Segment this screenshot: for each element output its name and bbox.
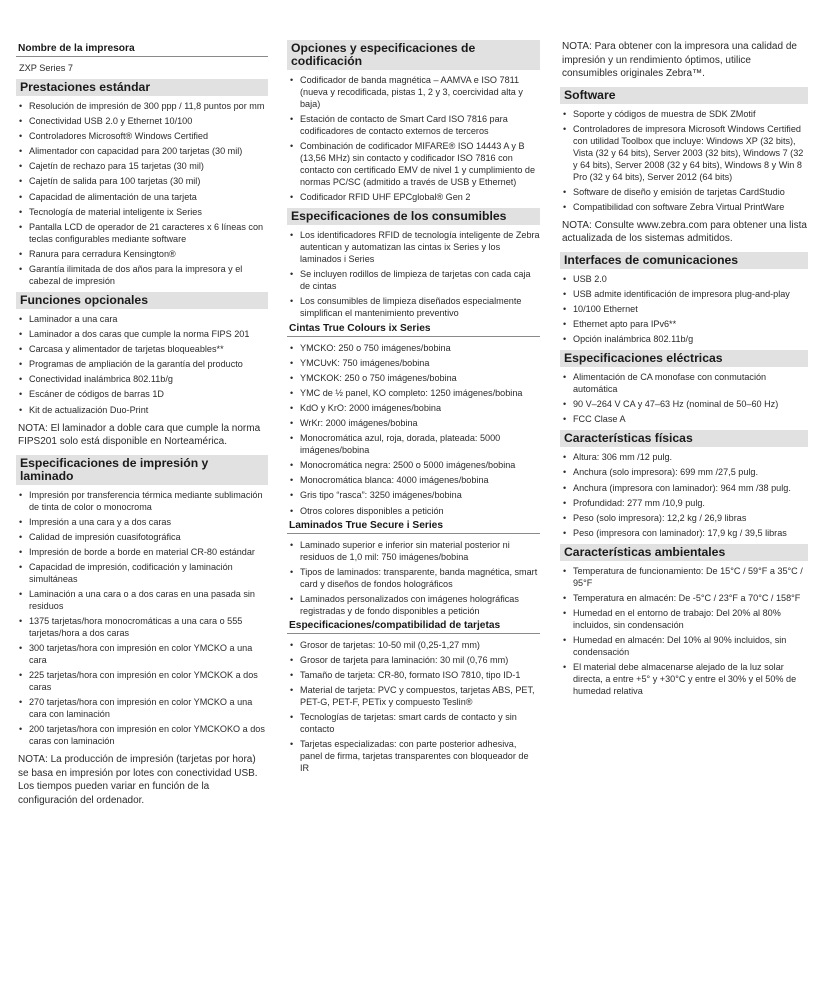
list-item: • Compatibilidad con software Zebra Virtual PrintWare bbox=[563, 201, 808, 213]
list-item: • Programas de ampliación de la garantía del producto bbox=[19, 358, 268, 370]
list-item: • Se incluyen rodillos de limpieza de tarjetas con cada caja de cintas bbox=[290, 268, 540, 292]
environmental-list bbox=[560, 565, 808, 697]
print-specs-list bbox=[16, 489, 268, 748]
cards-heading: Especificaciones/compatibilidad de tarjetas bbox=[287, 620, 540, 634]
list-item: • Grosor de tarjeta para laminación: 30 mil (0,76 mm) bbox=[290, 654, 540, 666]
print-specs-heading: Especificaciones de impresión y laminado bbox=[16, 455, 268, 485]
optional-features-note: NOTA: El laminador a doble cara que cumple la norma FIPS201 solo está disponible en Norteamérica. bbox=[18, 422, 261, 447]
laminates-list bbox=[287, 539, 540, 617]
list-item: • 90 V–264 V CA y 47–63 Hz (nominal de 50–60 Hz) bbox=[563, 398, 808, 410]
software-heading: Software bbox=[560, 87, 808, 104]
list-item: • Software de diseño y emisión de tarjetas CardStudio bbox=[563, 186, 808, 198]
list-item: • Calidad de impresión cuasifotográfica bbox=[19, 531, 268, 543]
optional-features-list bbox=[16, 313, 268, 416]
column-middle bbox=[287, 40, 540, 777]
list-item: • Conectividad inalámbrica 802.11b/g bbox=[19, 373, 268, 385]
list-item: • Monocromática blanca: 4000 imágenes/bobina bbox=[290, 474, 540, 486]
consumables-list bbox=[287, 229, 540, 319]
list-item: • Laminados personalizados con imágenes holográficas registradas y de fondo disponibles a petición bbox=[290, 593, 540, 617]
ribbons-heading: Cintas True Colours ix Series bbox=[287, 323, 540, 337]
list-item: • Anchura (impresora con laminador): 964 mm /38 pulg. bbox=[563, 482, 808, 494]
printer-name-heading: Nombre de la impresora bbox=[16, 43, 268, 57]
standard-features-heading: Prestaciones estándar bbox=[16, 79, 268, 96]
list-item: • Ethernet apto para IPv6** bbox=[563, 318, 808, 330]
list-item: • Tamaño de tarjeta: CR-80, formato ISO 7810, tipo ID-1 bbox=[290, 669, 540, 681]
optional-features-heading: Funciones opcionales bbox=[16, 292, 268, 309]
consumables-heading: Especificaciones de los consumibles bbox=[287, 208, 540, 225]
list-item: • Combinación de codificador MIFARE® ISO 14443 A y B (13,56 MHz) sin contacto y codificador ISO 7816 con contacto con certificado EMV de nivel 1 y cumplimiento de normas PC/SC (admitido a través de USB y Ethernet) bbox=[290, 140, 540, 188]
electrical-list bbox=[560, 371, 808, 425]
list-item: • Alimentador con capacidad para 200 tarjetas (30 mil) bbox=[19, 145, 268, 157]
encoding-list bbox=[287, 74, 540, 203]
ribbons-list bbox=[287, 342, 540, 517]
list-item: • Tarjetas especializadas: con parte posterior adhesiva, panel de firma, tarjetas transparentes con bloqueador de IR bbox=[290, 738, 540, 774]
list-item: • USB 2.0 bbox=[563, 273, 808, 285]
standard-features-list bbox=[16, 100, 268, 287]
list-item: • Monocromática negra: 2500 o 5000 imágenes/bobina bbox=[290, 459, 540, 471]
list-item: • Ranura para cerradura Kensington® bbox=[19, 248, 268, 260]
list-item: • WrKr: 2000 imágenes/bobina bbox=[290, 417, 540, 429]
encoding-heading: Opciones y especificaciones de codificación bbox=[287, 40, 540, 70]
list-item: • Los consumibles de limpieza diseñados especialmente simplifican el mantenimiento preventivo bbox=[290, 295, 540, 319]
list-item: • Altura: 306 mm /12 pulg. bbox=[563, 451, 808, 463]
list-item: • Cajetín de rechazo para 15 tarjetas (30 mil) bbox=[19, 160, 268, 172]
list-item: • Profundidad: 277 mm /10,9 pulg. bbox=[563, 497, 808, 509]
list-item: • Laminador a dos caras que cumple la norma FIPS 201 bbox=[19, 328, 268, 340]
list-item: • Soporte y códigos de muestra de SDK ZMotif bbox=[563, 108, 808, 120]
print-specs-note: NOTA: La producción de impresión (tarjetas por hora) se basa en impresión por lotes con conectividad USB. Los tiempos pueden variar en función de la configuración del ordenador. bbox=[18, 754, 258, 806]
list-item: • Material de tarjeta: PVC y compuestos, tarjetas ABS, PET, PET-G, PET-F, PETix y compuesto Teslin® bbox=[290, 684, 540, 708]
list-item: • Codificador de banda magnética – AAMVA e ISO 7811 (nueva y recodificada, pistas 1, 2 y 3, coercividad alta y baja) bbox=[290, 74, 540, 110]
list-item: • Capacidad de impresión, codificación y laminación simultáneas bbox=[19, 561, 268, 585]
list-item: • Laminador a una cara bbox=[19, 313, 268, 325]
interfaces-heading: Interfaces de comunicaciones bbox=[560, 252, 808, 269]
cards-list bbox=[287, 639, 540, 774]
software-list bbox=[560, 108, 808, 213]
list-item: • Carcasa y alimentador de tarjetas bloqueables** bbox=[19, 343, 268, 355]
list-item: • Impresión por transferencia térmica mediante sublimación de tinta de color o monocroma bbox=[19, 489, 268, 513]
list-item: • Cajetín de salida para 100 tarjetas (30 mil) bbox=[19, 175, 268, 187]
printer-name-value: ZXP Series 7 bbox=[19, 63, 73, 73]
list-item: • Laminación a una cara o a dos caras en una pasada sin residuos bbox=[19, 588, 268, 612]
list-item: • Temperatura de funcionamiento: De 15°C / 59°F a 35°C / 95°F bbox=[563, 565, 808, 589]
list-item: • Laminado superior e inferior sin material posterior ni residuos de 1,0 mil: 750 imágenes/bobina bbox=[290, 539, 540, 563]
list-item: • Gris tipo “rasca”: 3250 imágenes/bobina bbox=[290, 489, 540, 501]
list-item: • Peso (solo impresora): 12,2 kg / 26,9 libras bbox=[563, 512, 808, 524]
list-item: • Los identificadores RFID de tecnología inteligente de Zebra autentican y automatizan las cintas ix Series y los laminados i Series bbox=[290, 229, 540, 265]
list-item: • Impresión a una cara y a dos caras bbox=[19, 516, 268, 528]
list-item: • Temperatura en almacén: De -5°C / 23°F a 70°C / 158°F bbox=[563, 592, 808, 604]
list-item: • YMCKO: 250 o 750 imágenes/bobina bbox=[290, 342, 540, 354]
list-item: • Controladores Microsoft® Windows Certified bbox=[19, 130, 268, 142]
list-item: • YMCKOK: 250 o 750 imágenes/bobina bbox=[290, 372, 540, 384]
list-item: • KdO y KrO: 2000 imágenes/bobina bbox=[290, 402, 540, 414]
list-item: • 1375 tarjetas/hora monocromáticas a una cara o 555 tarjetas/hora a dos caras bbox=[19, 615, 268, 639]
list-item: • Impresión de borde a borde en material CR-80 estándar bbox=[19, 546, 268, 558]
list-item: • YMC de ½ panel, KO completo: 1250 imágenes/bobina bbox=[290, 387, 540, 399]
list-item: • Grosor de tarjetas: 10-50 mil (0,25-1,27 mm) bbox=[290, 639, 540, 651]
list-item: • Controladores de impresora Microsoft Windows Certified con utilidad Toolbox que incluye: Windows XP (32 bits), Vista (32 y 64 bits), Server 2003 (32 bits), Windows 7 (32 y 64 bits), Server 2008 (32 y 64 bits), Windows 8 y Win 8 Pro (32 y 64 bits), Server 2012 (64 bits) bbox=[563, 123, 808, 183]
list-item: • Peso (impresora con laminador): 17,9 kg / 39,5 libras bbox=[563, 527, 808, 539]
list-item: • Garantía ilimitada de dos años para la impresora y el cabezal de impresión bbox=[19, 263, 268, 287]
list-item: • Humedad en almacén: Del 10% al 90% incluidos, sin condensación bbox=[563, 634, 808, 658]
environmental-heading: Características ambientales bbox=[560, 544, 808, 561]
list-item: • Conectividad USB 2.0 y Ethernet 10/100 bbox=[19, 115, 268, 127]
list-item: • 225 tarjetas/hora con impresión en color YMCKOK a dos caras bbox=[19, 669, 268, 693]
column-right bbox=[560, 40, 808, 700]
list-item: • Estación de contacto de Smart Card ISO 7816 para codificadores de contacto externos de terceros bbox=[290, 113, 540, 137]
software-note: NOTA: Consulte www.zebra.com para obtener una lista actualizada de los sistemas admitidos. bbox=[562, 219, 807, 245]
consumables-note: NOTA: Para obtener con la impresora una calidad de impresión y un rendimiento óptimos, utilice consumibles originales Zebra™. bbox=[562, 41, 797, 79]
list-item: • Opción inalámbrica 802.11b/g bbox=[563, 333, 808, 345]
list-item: • Alimentación de CA monofase con conmutación automática bbox=[563, 371, 808, 395]
list-item: • Tipos de laminados: transparente, banda magnética, smart card y diseños de fondos holográficos bbox=[290, 566, 540, 590]
list-item: • Otros colores disponibles a petición bbox=[290, 505, 540, 517]
list-item: • FCC Clase A bbox=[563, 413, 808, 425]
list-item: • Kit de actualización Duo-Print bbox=[19, 404, 268, 416]
list-item: • Escáner de códigos de barras 1D bbox=[19, 388, 268, 400]
list-item: • Codificador RFID UHF EPCglobal® Gen 2 bbox=[290, 191, 540, 203]
list-item: • USB admite identificación de impresora plug-and-play bbox=[563, 288, 808, 300]
laminates-heading: Laminados True Secure i Series bbox=[287, 520, 540, 534]
list-item: • Anchura (solo impresora): 699 mm /27,5 pulg. bbox=[563, 466, 808, 478]
list-item: • El material debe almacenarse alejado de la luz solar directa, a entre +5° y +30°C y entre el 30% y el 50% de humedad relativa bbox=[563, 661, 808, 697]
list-item: • Tecnologías de tarjetas: smart cards de contacto y sin contacto bbox=[290, 711, 540, 735]
list-item: • 270 tarjetas/hora con impresión en color YMCKO a una cara con laminación bbox=[19, 696, 268, 720]
list-item: • Pantalla LCD de operador de 21 caracteres x 6 líneas con teclas configurables mediante software bbox=[19, 221, 268, 245]
list-item: • 300 tarjetas/hora con impresión en color YMCKO a una cara bbox=[19, 642, 268, 666]
list-item: • 10/100 Ethernet bbox=[563, 303, 808, 315]
list-item: • Humedad en el entorno de trabajo: Del 20% al 80% incluidos, sin condensación bbox=[563, 607, 808, 631]
list-item: • YMCUvK: 750 imágenes/bobina bbox=[290, 357, 540, 369]
list-item: • Monocromática azul, roja, dorada, plateada: 5000 imágenes/bobina bbox=[290, 432, 540, 456]
electrical-heading: Especificaciones eléctricas bbox=[560, 350, 808, 367]
list-item: • Resolución de impresión de 300 ppp / 11,8 puntos por mm bbox=[19, 100, 268, 112]
list-item: • 200 tarjetas/hora con impresión en color YMCKOKO a dos caras con laminación bbox=[19, 723, 268, 747]
physical-heading: Características físicas bbox=[560, 430, 808, 447]
interfaces-list bbox=[560, 273, 808, 345]
list-item: • Tecnología de material inteligente ix Series bbox=[19, 206, 268, 218]
physical-list bbox=[560, 451, 808, 538]
list-item: • Capacidad de alimentación de una tarjeta bbox=[19, 191, 268, 203]
column-left bbox=[16, 40, 268, 813]
